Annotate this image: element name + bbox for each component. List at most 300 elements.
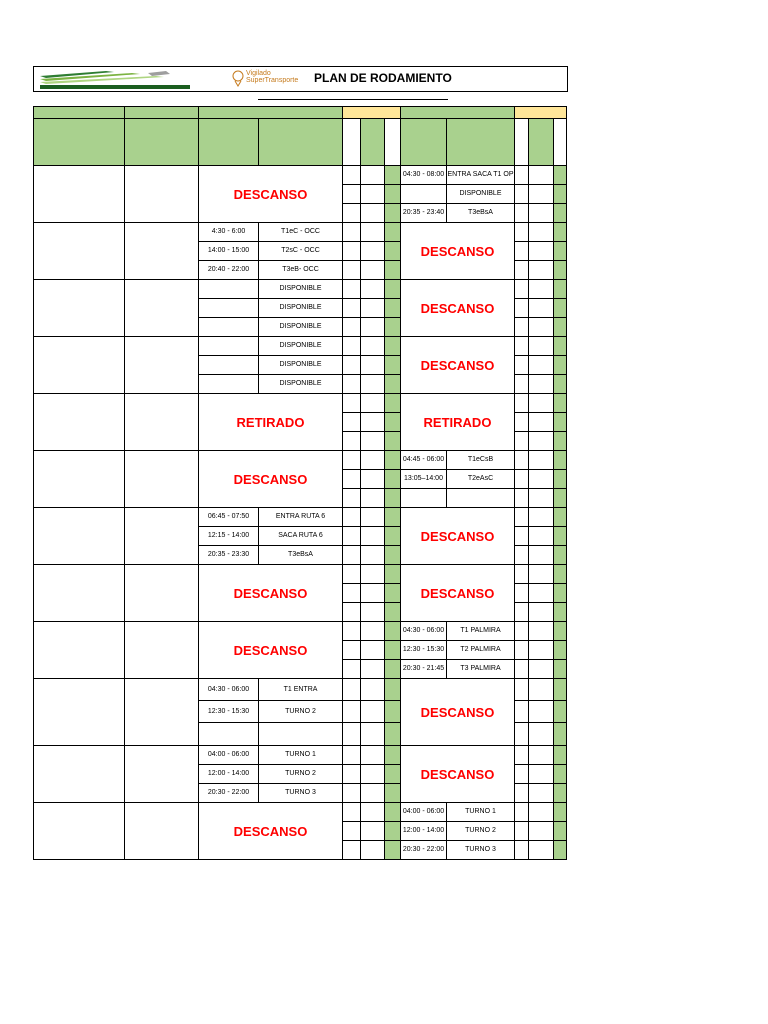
- check-cell: [385, 489, 401, 508]
- driver-cell: [125, 337, 199, 394]
- check-cell: [529, 204, 554, 223]
- check-cell: [554, 679, 567, 701]
- check-cell: [529, 394, 554, 413]
- check-cell: [343, 261, 361, 280]
- driver-cell: [125, 508, 199, 565]
- check-cell: [343, 841, 361, 860]
- column-header-row: [34, 119, 567, 166]
- check-cell: [385, 470, 401, 489]
- column-header-cell: [447, 119, 515, 166]
- check-cell: [343, 489, 361, 508]
- check-cell: [554, 413, 567, 432]
- check-cell: [343, 166, 361, 185]
- check-cell: [385, 765, 401, 784]
- left-time-cell: 12:30 - 15:30: [199, 701, 259, 723]
- check-cell: [343, 470, 361, 489]
- header-band-row: [34, 107, 567, 119]
- check-cell: [361, 394, 385, 413]
- check-cell: [361, 679, 385, 701]
- left-route-cell: TURNO 2: [259, 701, 343, 723]
- column-header-cell: [361, 119, 385, 166]
- right-route-cell: T3eBsA: [447, 204, 515, 223]
- check-cell: [515, 746, 529, 765]
- check-cell: [385, 508, 401, 527]
- check-cell: [529, 261, 554, 280]
- check-cell: [529, 337, 554, 356]
- left-status-cell: DESCANSO: [199, 451, 343, 508]
- check-cell: [515, 641, 529, 660]
- check-cell: [361, 337, 385, 356]
- check-cell: [385, 679, 401, 701]
- check-cell: [554, 223, 567, 242]
- check-cell: [529, 489, 554, 508]
- check-cell: [385, 546, 401, 565]
- check-cell: [515, 223, 529, 242]
- unit-cell: [34, 803, 125, 860]
- right-time-cell: 04:00 - 06:00: [401, 803, 447, 822]
- left-route-cell: T3eBsA: [259, 546, 343, 565]
- company-logo: [36, 68, 196, 90]
- check-cell: [385, 565, 401, 584]
- check-cell: [385, 356, 401, 375]
- left-route-cell: T1eC - OCC: [259, 223, 343, 242]
- left-time-cell: [199, 299, 259, 318]
- schedule-row: [34, 565, 567, 584]
- check-cell: [554, 451, 567, 470]
- check-cell: [515, 337, 529, 356]
- right-time-cell: [401, 185, 447, 204]
- unit-cell: [34, 223, 125, 280]
- left-status-cell: DESCANSO: [199, 803, 343, 860]
- check-cell: [529, 223, 554, 242]
- right-time-cell: 13:05–14:00: [401, 470, 447, 489]
- right-time-cell: 20:35 - 23:40: [401, 204, 447, 223]
- driver-cell: [125, 394, 199, 451]
- left-route-cell: DISPONIBLE: [259, 280, 343, 299]
- schedule-row: [34, 280, 567, 299]
- check-cell: [554, 185, 567, 204]
- check-cell: [361, 318, 385, 337]
- check-cell: [361, 451, 385, 470]
- check-cell: [515, 565, 529, 584]
- left-route-cell: [259, 723, 343, 746]
- column-header-cell: [259, 119, 343, 166]
- check-cell: [385, 784, 401, 803]
- check-cell: [343, 223, 361, 242]
- vigilado-line2: SuperTransporte: [246, 77, 299, 84]
- check-cell: [361, 204, 385, 223]
- check-cell: [529, 822, 554, 841]
- check-cell: [361, 508, 385, 527]
- check-cell: [385, 584, 401, 603]
- column-header-cell: [385, 119, 401, 166]
- check-cell: [529, 432, 554, 451]
- right-status-cell: DESCANSO: [401, 508, 515, 565]
- check-cell: [361, 622, 385, 641]
- header-band-cell: [34, 107, 125, 119]
- check-cell: [554, 242, 567, 261]
- check-cell: [515, 299, 529, 318]
- check-cell: [554, 701, 567, 723]
- check-cell: [385, 723, 401, 746]
- check-cell: [515, 679, 529, 701]
- right-status-cell: DESCANSO: [401, 679, 515, 746]
- check-cell: [343, 432, 361, 451]
- schedule-table: [33, 106, 567, 860]
- left-route-cell: DISPONIBLE: [259, 375, 343, 394]
- check-cell: [361, 584, 385, 603]
- check-cell: [554, 299, 567, 318]
- left-route-cell: T2sC - OCC: [259, 242, 343, 261]
- check-cell: [361, 841, 385, 860]
- check-cell: [361, 356, 385, 375]
- check-cell: [385, 299, 401, 318]
- check-cell: [515, 318, 529, 337]
- check-cell: [554, 765, 567, 784]
- check-cell: [343, 337, 361, 356]
- check-cell: [529, 546, 554, 565]
- check-cell: [515, 166, 529, 185]
- check-cell: [361, 765, 385, 784]
- left-route-cell: T1 ENTRA: [259, 679, 343, 701]
- check-cell: [515, 280, 529, 299]
- check-cell: [529, 701, 554, 723]
- right-route-cell: TURNO 1: [447, 803, 515, 822]
- check-cell: [343, 584, 361, 603]
- left-route-cell: TURNO 2: [259, 765, 343, 784]
- check-cell: [554, 622, 567, 641]
- check-cell: [385, 318, 401, 337]
- document-header: [33, 66, 568, 92]
- check-cell: [385, 242, 401, 261]
- check-cell: [385, 280, 401, 299]
- column-header-cell: [34, 119, 125, 166]
- check-cell: [529, 660, 554, 679]
- check-cell: [529, 679, 554, 701]
- left-route-cell: SACA RUTA 6: [259, 527, 343, 546]
- check-cell: [515, 841, 529, 860]
- check-cell: [515, 356, 529, 375]
- schedule-row: [34, 223, 567, 242]
- schedule-row: [34, 746, 567, 765]
- check-cell: [529, 185, 554, 204]
- left-route-cell: DISPONIBLE: [259, 337, 343, 356]
- check-cell: [385, 803, 401, 822]
- vigilado-line1: Vigilado: [246, 70, 271, 77]
- check-cell: [343, 508, 361, 527]
- check-cell: [343, 394, 361, 413]
- unit-cell: [34, 622, 125, 679]
- right-status-cell: DESCANSO: [401, 565, 515, 622]
- check-cell: [385, 746, 401, 765]
- check-cell: [515, 489, 529, 508]
- unit-cell: [34, 337, 125, 394]
- check-cell: [385, 185, 401, 204]
- check-cell: [515, 723, 529, 746]
- check-cell: [343, 185, 361, 204]
- left-route-cell: TURNO 3: [259, 784, 343, 803]
- schedule-row: [34, 803, 567, 822]
- unit-cell: [34, 565, 125, 622]
- check-cell: [515, 622, 529, 641]
- check-cell: [515, 584, 529, 603]
- right-route-cell: DISPONIBLE: [447, 185, 515, 204]
- check-cell: [554, 723, 567, 746]
- unit-cell: [34, 746, 125, 803]
- check-cell: [529, 413, 554, 432]
- right-route-cell: TURNO 3: [447, 841, 515, 860]
- right-time-cell: 12:30 - 15:30: [401, 641, 447, 660]
- check-cell: [554, 204, 567, 223]
- check-cell: [343, 746, 361, 765]
- check-cell: [554, 603, 567, 622]
- check-cell: [343, 603, 361, 622]
- right-route-cell: T3 PALMIRA: [447, 660, 515, 679]
- check-cell: [515, 451, 529, 470]
- check-cell: [385, 337, 401, 356]
- check-cell: [529, 765, 554, 784]
- right-status-cell: RETIRADO: [401, 394, 515, 451]
- left-time-cell: [199, 723, 259, 746]
- right-status-cell: DESCANSO: [401, 746, 515, 803]
- check-cell: [361, 375, 385, 394]
- check-cell: [361, 527, 385, 546]
- check-cell: [343, 679, 361, 701]
- driver-cell: [125, 451, 199, 508]
- check-cell: [343, 299, 361, 318]
- check-cell: [554, 641, 567, 660]
- check-cell: [361, 489, 385, 508]
- unit-cell: [34, 508, 125, 565]
- check-cell: [515, 508, 529, 527]
- check-cell: [361, 603, 385, 622]
- check-cell: [343, 701, 361, 723]
- left-route-cell: DISPONIBLE: [259, 356, 343, 375]
- header-band-cell: [401, 107, 515, 119]
- check-cell: [554, 166, 567, 185]
- check-cell: [515, 394, 529, 413]
- check-cell: [361, 803, 385, 822]
- header-band-cell: [343, 107, 401, 119]
- check-cell: [554, 261, 567, 280]
- column-header-cell: [343, 119, 361, 166]
- left-status-cell: RETIRADO: [199, 394, 343, 451]
- check-cell: [343, 451, 361, 470]
- check-cell: [515, 375, 529, 394]
- left-time-cell: 4:30 - 6:00: [199, 223, 259, 242]
- driver-cell: [125, 223, 199, 280]
- check-cell: [361, 641, 385, 660]
- check-cell: [554, 841, 567, 860]
- check-cell: [385, 622, 401, 641]
- check-cell: [361, 223, 385, 242]
- check-cell: [343, 784, 361, 803]
- check-cell: [529, 280, 554, 299]
- schedule-row: [34, 337, 567, 356]
- check-cell: [554, 784, 567, 803]
- seal-icon: [232, 69, 244, 87]
- right-status-cell: DESCANSO: [401, 223, 515, 280]
- schedule-row: [34, 679, 567, 701]
- check-cell: [361, 546, 385, 565]
- right-route-cell: T2 PALMIRA: [447, 641, 515, 660]
- check-cell: [361, 470, 385, 489]
- check-cell: [515, 822, 529, 841]
- column-header-cell: [554, 119, 567, 166]
- check-cell: [529, 375, 554, 394]
- check-cell: [529, 603, 554, 622]
- check-cell: [385, 413, 401, 432]
- check-cell: [385, 603, 401, 622]
- check-cell: [529, 166, 554, 185]
- check-cell: [385, 261, 401, 280]
- left-route-cell: DISPONIBLE: [259, 318, 343, 337]
- schedule-row: [34, 166, 567, 185]
- check-cell: [361, 746, 385, 765]
- check-cell: [343, 413, 361, 432]
- check-cell: [529, 470, 554, 489]
- driver-cell: [125, 679, 199, 746]
- right-time-cell: 20:30 - 21:45: [401, 660, 447, 679]
- check-cell: [343, 641, 361, 660]
- check-cell: [529, 508, 554, 527]
- check-cell: [554, 527, 567, 546]
- check-cell: [343, 527, 361, 546]
- check-cell: [529, 641, 554, 660]
- driver-cell: [125, 565, 199, 622]
- check-cell: [529, 299, 554, 318]
- check-cell: [343, 765, 361, 784]
- unit-cell: [34, 679, 125, 746]
- left-time-cell: 04:00 - 06:00: [199, 746, 259, 765]
- check-cell: [554, 356, 567, 375]
- check-cell: [529, 803, 554, 822]
- check-cell: [361, 723, 385, 746]
- check-cell: [343, 375, 361, 394]
- check-cell: [529, 784, 554, 803]
- left-time-cell: 20:35 - 23:30: [199, 546, 259, 565]
- page-title: PLAN DE RODAMIENTO: [314, 71, 452, 85]
- check-cell: [554, 470, 567, 489]
- header-band-cell: [125, 107, 199, 119]
- driver-cell: [125, 280, 199, 337]
- check-cell: [554, 546, 567, 565]
- check-cell: [343, 280, 361, 299]
- right-time-cell: 04:30 - 08:00: [401, 166, 447, 185]
- right-time-cell: 04:30 - 06:00: [401, 622, 447, 641]
- check-cell: [515, 784, 529, 803]
- title-underline: [258, 99, 448, 100]
- header-band-cell: [199, 107, 343, 119]
- check-cell: [529, 565, 554, 584]
- check-cell: [554, 337, 567, 356]
- check-cell: [343, 546, 361, 565]
- check-cell: [554, 803, 567, 822]
- check-cell: [385, 204, 401, 223]
- check-cell: [554, 489, 567, 508]
- left-time-cell: 12:00 - 14:00: [199, 765, 259, 784]
- right-route-cell: T2eAsC: [447, 470, 515, 489]
- column-header-cell: [199, 119, 259, 166]
- check-cell: [515, 261, 529, 280]
- check-cell: [385, 822, 401, 841]
- check-cell: [361, 822, 385, 841]
- check-cell: [385, 432, 401, 451]
- check-cell: [385, 660, 401, 679]
- left-route-cell: T3eB- OCC: [259, 261, 343, 280]
- unit-cell: [34, 166, 125, 223]
- check-cell: [529, 622, 554, 641]
- check-cell: [554, 280, 567, 299]
- check-cell: [529, 242, 554, 261]
- check-cell: [343, 318, 361, 337]
- check-cell: [385, 641, 401, 660]
- driver-cell: [125, 803, 199, 860]
- check-cell: [529, 723, 554, 746]
- check-cell: [529, 318, 554, 337]
- check-cell: [529, 746, 554, 765]
- check-cell: [385, 451, 401, 470]
- check-cell: [554, 584, 567, 603]
- right-route-cell: [447, 489, 515, 508]
- left-route-cell: ENTRA RUTA 6: [259, 508, 343, 527]
- check-cell: [515, 803, 529, 822]
- left-status-cell: DESCANSO: [199, 565, 343, 622]
- unit-cell: [34, 394, 125, 451]
- check-cell: [361, 784, 385, 803]
- check-cell: [515, 603, 529, 622]
- check-cell: [515, 765, 529, 784]
- schedule-row: [34, 451, 567, 470]
- check-cell: [515, 546, 529, 565]
- right-time-cell: 20:30 - 22:00: [401, 841, 447, 860]
- check-cell: [515, 660, 529, 679]
- check-cell: [515, 242, 529, 261]
- check-cell: [554, 432, 567, 451]
- right-time-cell: 04:45 - 06:00: [401, 451, 447, 470]
- check-cell: [343, 723, 361, 746]
- check-cell: [554, 660, 567, 679]
- check-cell: [554, 394, 567, 413]
- left-route-cell: DISPONIBLE: [259, 299, 343, 318]
- check-cell: [515, 413, 529, 432]
- check-cell: [529, 527, 554, 546]
- check-cell: [529, 451, 554, 470]
- driver-cell: [125, 746, 199, 803]
- check-cell: [361, 299, 385, 318]
- right-status-cell: DESCANSO: [401, 337, 515, 394]
- check-cell: [361, 242, 385, 261]
- schedule-row: [34, 508, 567, 527]
- check-cell: [343, 822, 361, 841]
- check-cell: [515, 527, 529, 546]
- check-cell: [361, 413, 385, 432]
- check-cell: [343, 204, 361, 223]
- column-header-cell: [529, 119, 554, 166]
- column-header-cell: [401, 119, 447, 166]
- schedule-row: [34, 394, 567, 413]
- left-time-cell: 20:40 - 22:00: [199, 261, 259, 280]
- check-cell: [361, 261, 385, 280]
- check-cell: [529, 841, 554, 860]
- left-time-cell: [199, 375, 259, 394]
- check-cell: [361, 166, 385, 185]
- right-route-cell: T1 PALMIRA: [447, 622, 515, 641]
- unit-cell: [34, 451, 125, 508]
- check-cell: [554, 375, 567, 394]
- check-cell: [361, 660, 385, 679]
- right-status-cell: DESCANSO: [401, 280, 515, 337]
